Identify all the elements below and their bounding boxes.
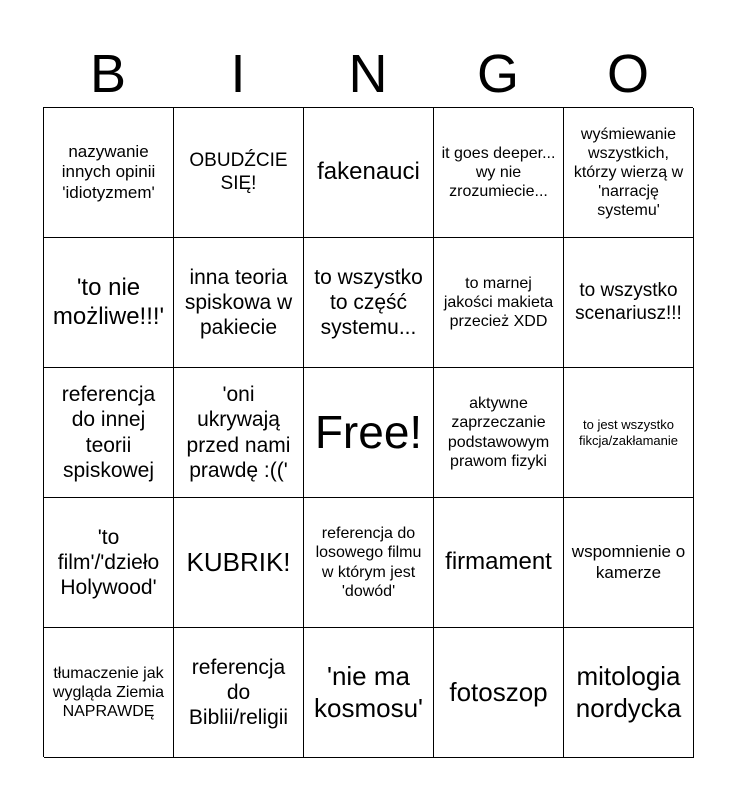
- bingo-cell[interactable]: [44, 238, 174, 368]
- cell-text: mitologia nordycka: [575, 661, 682, 723]
- bingo-cell[interactable]: [174, 368, 304, 498]
- cell-text: 'oni ukrywają przed nami prawdę :((': [186, 383, 291, 482]
- cell-text: it goes deeper... wy nie zrozumiecie...: [441, 144, 556, 201]
- bingo-cell[interactable]: [44, 368, 174, 498]
- bingo-cell[interactable]: [434, 368, 564, 498]
- cell-text: fotoszop: [449, 676, 548, 707]
- free-cell[interactable]: [304, 368, 434, 498]
- bingo-cell[interactable]: [564, 498, 694, 628]
- header-letter-g: G: [476, 44, 519, 104]
- cell-text: to wszystko scenariusz!!!: [575, 279, 682, 324]
- cell-text: referencja do innej teorii spiskowej: [61, 383, 156, 482]
- cell-text: OBUDŹCIE SIĘ!: [189, 149, 288, 194]
- header-letter-n: N: [348, 44, 388, 104]
- bingo-cell[interactable]: [564, 108, 694, 238]
- cell-text: 'to film'/'dzieło Holywood': [57, 525, 160, 600]
- bingo-cell[interactable]: [304, 238, 434, 368]
- bingo-cell[interactable]: [174, 238, 304, 368]
- header-letter-i: I: [230, 44, 246, 104]
- cell-text: Free!: [314, 405, 423, 458]
- bingo-header: [43, 40, 693, 108]
- cell-text: nazywanie innych opinii 'idiotyzmem': [61, 141, 156, 202]
- bingo-cell[interactable]: [564, 628, 694, 758]
- cell-text: 'to nie możliwe!!!': [52, 273, 165, 330]
- cell-text: aktywne zaprzeczanie podstawowym prawom fizyki: [447, 395, 550, 470]
- header-letter-b: B: [89, 44, 127, 104]
- bingo-cell[interactable]: [44, 498, 174, 628]
- bingo-cell[interactable]: [304, 628, 434, 758]
- cell-text: inna teoria spiskowa w pakiecie: [184, 265, 293, 340]
- bingo-cell[interactable]: [434, 238, 564, 368]
- cell-text: referencja do Biblii/religii: [188, 655, 289, 730]
- bingo-cell[interactable]: [434, 108, 564, 238]
- bingo-board: [43, 107, 693, 757]
- bingo-cell[interactable]: [44, 108, 174, 238]
- bingo-cell[interactable]: [174, 628, 304, 758]
- bingo-cell[interactable]: [564, 368, 694, 498]
- header-letter-o: O: [606, 44, 649, 104]
- bingo-cell[interactable]: [174, 498, 304, 628]
- cell-text: KUBRIK!: [186, 546, 291, 577]
- bingo-cell[interactable]: [304, 498, 434, 628]
- cell-text: to marnej jakości makieta przecież XDD: [443, 274, 554, 331]
- cell-text: to jest wszystko fikcja/zakłamanie: [579, 416, 678, 448]
- cell-text: fakenauci: [317, 158, 420, 186]
- bingo-cell[interactable]: [434, 498, 564, 628]
- bingo-cell[interactable]: [174, 108, 304, 238]
- cell-text: wspomnienie o kamerze: [571, 542, 686, 582]
- bingo-cell[interactable]: [434, 628, 564, 758]
- cell-text: firmament: [445, 548, 552, 576]
- cell-text: to wszystko to część systemu...: [314, 265, 423, 340]
- bingo-cell[interactable]: [304, 108, 434, 238]
- cell-text: tłumaczenie jak wygląda Ziemia NAPRAWDĘ: [52, 664, 165, 721]
- bingo-cell[interactable]: [44, 628, 174, 758]
- cell-text: referencja do losowego filmu w którym jest 'dowód': [315, 525, 422, 600]
- cell-text: wyśmiewanie wszystkich, którzy wierzą w 'narrację systemu': [573, 125, 684, 220]
- bingo-cell[interactable]: [564, 238, 694, 368]
- cell-text: 'nie ma kosmosu': [313, 661, 423, 723]
